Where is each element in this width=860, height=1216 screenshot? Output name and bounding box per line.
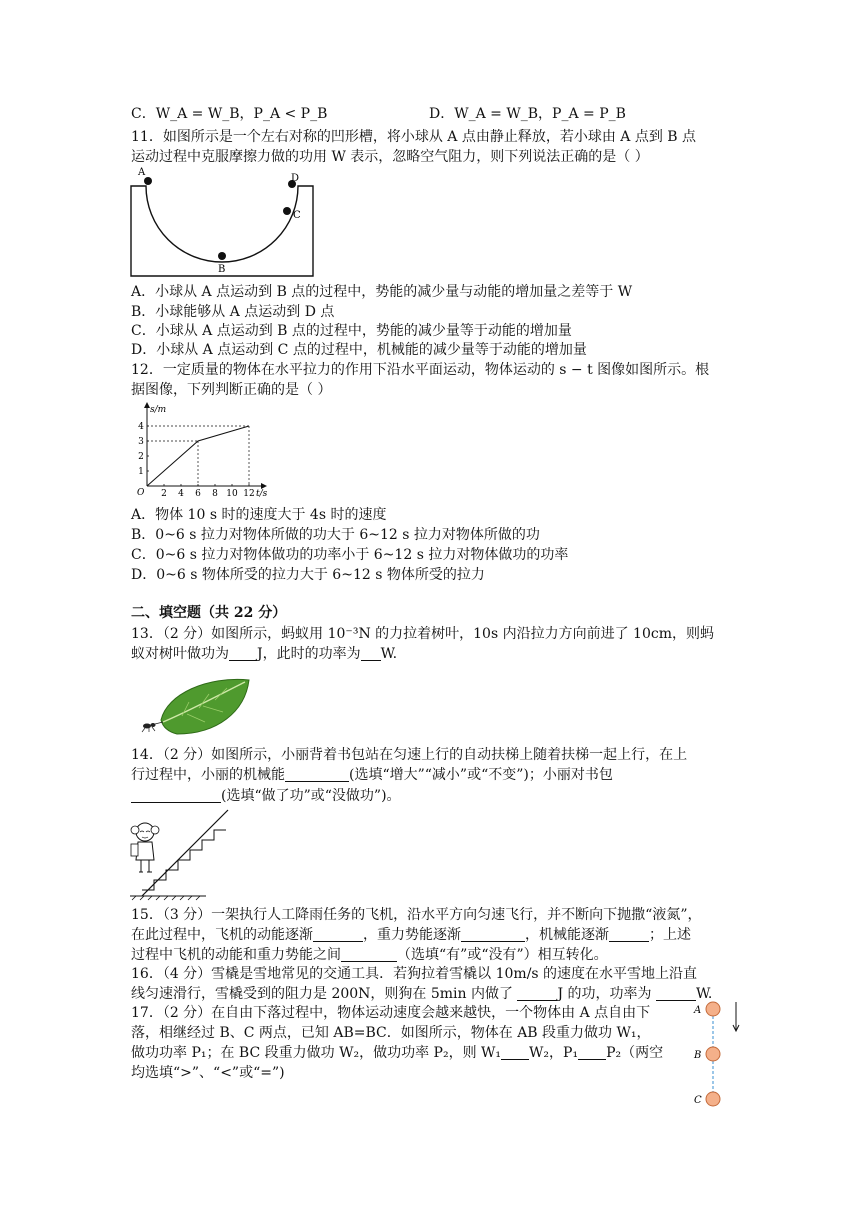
escalator-figure xyxy=(128,806,230,902)
q17-blank-work[interactable] xyxy=(501,1045,529,1060)
ball-b xyxy=(218,252,226,260)
q14-line1: 14．（2 分）如图所示，小丽背着书包站在匀速上行的自动扶梯上随着扶梯一起上行，在上 xyxy=(131,747,688,763)
q12-option-c: C．0~6 s 拉力对物体做功的功率小于 6~12 s 拉力对物体做功的功率 xyxy=(131,547,569,563)
q14-line3 xyxy=(131,786,401,806)
q17-text-b: W₂，P₁ xyxy=(529,1045,579,1061)
s-t-graph xyxy=(128,400,276,500)
x-axis-label: t/s xyxy=(256,489,268,499)
q16-text-a: 线匀速滑行，雪橇受到的阻力是 200N，则狗在 5min 内做了 xyxy=(131,986,518,1002)
x-tick-label: 2 xyxy=(161,489,167,499)
q13-blank-power[interactable] xyxy=(361,646,381,661)
q10-option-d: D．W_A = W_B，P_A = P_B xyxy=(429,106,626,122)
q15-text-b: ，重力势能逐渐 xyxy=(363,927,461,943)
q15-text-d: ；上述 xyxy=(649,927,691,943)
x-tick-label: 6 xyxy=(195,489,201,499)
q14-text-c: (选填“做了功”或“没做功”)。 xyxy=(221,788,401,804)
q15-line3 xyxy=(131,945,608,965)
y-tick-label: 3 xyxy=(138,437,144,447)
q13-line1: 13．（2 分）如图所示，蚂蚁用 10⁻³N 的力拉着树叶，10s 内沿拉力方向前进了 10cm，则蚂 xyxy=(131,626,714,642)
x-tick-label: 12 xyxy=(243,489,255,499)
q11-option-b: B．小球能够从 A 点运动到 D 点 xyxy=(131,304,335,320)
groove-outline xyxy=(131,186,313,276)
backpack xyxy=(131,844,138,856)
y-tick-label: 2 xyxy=(138,452,144,462)
q17-line1: 17．（2 分）在自由下落过程中，物体运动速度会越来越快，一个物体由 A 点自由下 xyxy=(131,1005,651,1021)
label-d: D xyxy=(291,173,300,184)
q12-option-a: A．物体 10 s 时的速度大于 4s 时的速度 xyxy=(131,507,387,523)
q14-text-b: (选填“增大”“减小”或“不变”)；小丽对书包 xyxy=(349,767,613,783)
section2-heading: 二、填空题（共 22 分） xyxy=(131,605,287,621)
x-tick-label: 10 xyxy=(226,489,238,499)
label-c: C xyxy=(694,1095,702,1106)
q14-text-a: 行过程中，小丽的机械能 xyxy=(131,767,285,783)
q12-stem-line2: 据图像，下列判断正确的是（ ） xyxy=(131,382,332,398)
escalator-steps xyxy=(142,830,226,890)
q12-stem-line1: 12．一定质量的物体在水平拉力的作用下沿水平面运动，物体运动的 s − t 图像如图所示。根 xyxy=(131,362,710,378)
origin-label: O xyxy=(137,488,145,498)
q10-option-c: C．W_A = W_B，P_A < P_B xyxy=(131,106,328,122)
q15-line1: 15．（3 分）一架执行人工降雨任务的飞机，沿水平方向匀速飞行，并不断向下抛撒“液氮”， xyxy=(131,907,702,923)
label-c: C xyxy=(293,210,301,221)
q13-text-c: W. xyxy=(380,646,398,662)
q13-blank-work[interactable] xyxy=(229,646,257,661)
q14-line2 xyxy=(131,765,613,785)
x-tick-label: 8 xyxy=(212,489,218,499)
q15-blank-mechanical[interactable] xyxy=(609,927,649,942)
q17-line4: 均选填“>”、“<”或“=”) xyxy=(131,1065,285,1081)
q14-blank-energy[interactable] xyxy=(285,767,349,782)
q16-line1: 16．（4 分）雪橇是雪地常见的交通工具．若狗拉着雪橇以 10m/s 的速度在水平雪地上沿直 xyxy=(131,966,698,982)
q16-text-b: J 的功，功率为 xyxy=(557,986,656,1002)
concave-groove-figure xyxy=(126,164,324,278)
q15-text-a: 在此过程中，飞机的动能逐渐 xyxy=(131,927,313,943)
q12-option-b: B．0~6 s 拉力对物体所做的功大于 6~12 s 拉力对物体所做的功 xyxy=(131,527,540,543)
y-tick-label: 4 xyxy=(138,422,144,432)
q15-blank-potential[interactable] xyxy=(461,927,525,942)
escalator-rail xyxy=(142,810,228,896)
q17-line2: 落，相继经过 B、C 两点，已知 AB=BC．如图所示，物体在 AB 段重力做功 W₁， xyxy=(131,1025,651,1041)
q16-line2 xyxy=(131,984,712,1004)
q15-text-c: ，机械能逐渐 xyxy=(525,927,609,943)
ball-a xyxy=(144,177,152,185)
q11-stem-line2: 运动过程中克服摩擦力做的功用 W 表示，忽略空气阻力，则下列说法正确的是（ ） xyxy=(131,149,649,165)
q15-text-f: （选填“有”或“没有”）相互转化。 xyxy=(397,947,608,963)
q12-option-d: D．0~6 s 物体所受的拉力大于 6~12 s 物体所受的拉力 xyxy=(131,567,485,583)
y-tick-label: 1 xyxy=(138,467,144,477)
q16-text-c: W. xyxy=(695,986,713,1002)
y-axis-label: s/m xyxy=(150,405,167,415)
label-a: A xyxy=(694,1005,702,1016)
q17-blank-power[interactable] xyxy=(578,1045,606,1060)
ant-leaf-figure xyxy=(137,672,255,738)
q15-line2 xyxy=(131,925,691,945)
ball-b xyxy=(706,1047,720,1061)
q16-blank-work[interactable] xyxy=(517,986,557,1001)
label-b: B xyxy=(694,1050,702,1061)
q17-line3 xyxy=(131,1043,663,1063)
label-a: A xyxy=(138,167,146,178)
q14-blank-work[interactable] xyxy=(131,788,221,803)
ant xyxy=(143,724,151,729)
q15-blank-kinetic[interactable] xyxy=(313,927,363,942)
q11-option-a: A．小球从 A 点运动到 B 点的过程中，势能的减少量与动能的增加量之差等于 W xyxy=(131,284,633,300)
ball-a xyxy=(706,1002,720,1016)
label-b: B xyxy=(218,264,226,275)
q17-text-c: P₂（两空 xyxy=(606,1045,664,1061)
q13-text-a: 蚁对树叶做功为 xyxy=(131,646,229,662)
ball-c xyxy=(706,1092,720,1106)
q11-option-d: D．小球从 A 点运动到 C 点的过程中，机械能的减少量等于动能的增加量 xyxy=(131,342,587,358)
q11-option-c: C．小球从 A 点运动到 B 点的过程中，势能的减少量等于动能的增加量 xyxy=(131,323,572,339)
girl-body xyxy=(136,842,154,860)
q15-blank-convert[interactable] xyxy=(341,947,397,962)
q15-text-e: 过程中飞机的动能和重力势能之间 xyxy=(131,947,341,963)
q17-text-a: 做功功率 P₁；在 BC 段重力做功 W₂，做功功率 P₂，则 W₁ xyxy=(131,1045,502,1061)
free-fall-figure xyxy=(688,998,744,1110)
q11-stem-line1: 11．如图所示是一个左右对称的凹形槽，将小球从 A 点由静止释放，若小球由 A 点到 B 点 xyxy=(131,129,697,145)
q13-line2 xyxy=(131,644,397,664)
q13-text-b: J，此时的功率为 xyxy=(257,646,361,662)
ball-c xyxy=(283,207,291,215)
x-tick-label: 4 xyxy=(178,489,184,499)
